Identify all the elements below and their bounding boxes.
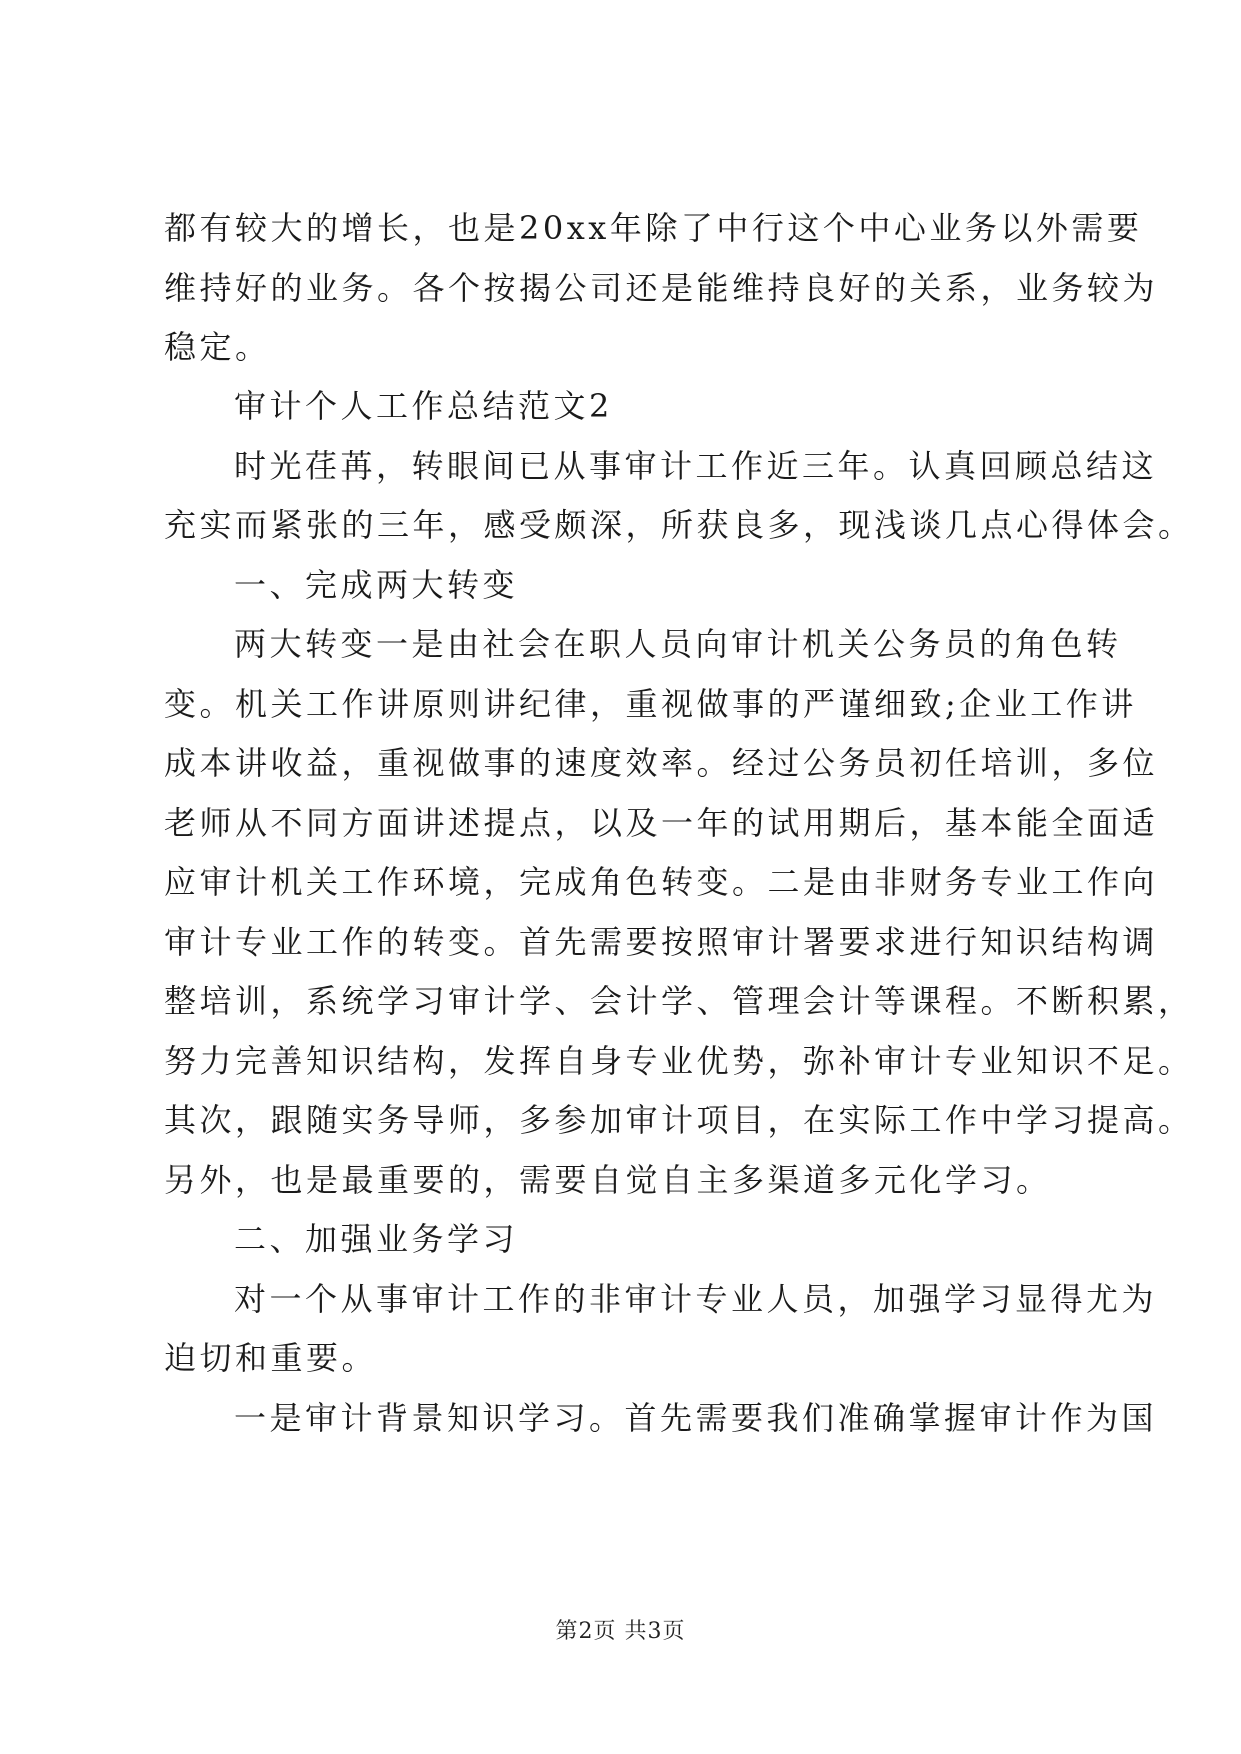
text-line: 都有较大的增长，也是20xx年除了中行这个中心业务以外需要: [164, 209, 1143, 247]
text-line: 对一个从事审计工作的非审计专业人员，加强学习显得尤为: [234, 1280, 1158, 1318]
section-heading: 二、加强业务学习: [234, 1220, 519, 1258]
text-line: 一是审计背景知识学习。首先需要我们准确掌握审计作为国: [234, 1399, 1158, 1437]
text-line: 变。机关工作讲原则讲纪律，重视做事的严谨细致;企业工作讲: [164, 685, 1137, 723]
section-heading: 一、完成两大转变: [234, 566, 519, 604]
text-line: 充实而紧张的三年，感受颇深，所获良多，现浅谈几点心得体会。: [164, 506, 1194, 544]
text-line: 维持好的业务。各个按揭公司还是能维持良好的关系，业务较为: [164, 269, 1159, 307]
section-heading: 审计个人工作总结范文2: [234, 387, 613, 425]
text-line: 整培训，系统学习审计学、会计学、管理会计等课程。不断积累，: [164, 982, 1194, 1020]
text-line: 审计专业工作的转变。首先需要按照审计署要求进行知识结构调: [164, 923, 1159, 961]
page-number-footer: 第2页 共3页: [555, 1619, 686, 1644]
text-line: 应审计机关工作环境，完成角色转变。二是由非财务专业工作向: [164, 863, 1159, 901]
text-line: 两大转变一是由社会在职人员向审计机关公务员的角色转: [234, 625, 1122, 663]
text-line: 稳定。: [164, 328, 271, 366]
text-line: 时光荏苒，转眼间已从事审计工作近三年。认真回顾总结这: [234, 447, 1158, 485]
text-line: 努力完善知识结构，发挥自身专业优势，弥补审计专业知识不足。: [164, 1042, 1194, 1080]
text-line: 老师从不同方面讲述提点，以及一年的试用期后，基本能全面适: [164, 804, 1159, 842]
text-line: 另外，也是最重要的，需要自觉自主多渠道多元化学习。: [164, 1161, 1052, 1199]
text-line: 成本讲收益，重视做事的速度效率。经过公务员初任培训，多位: [164, 744, 1159, 782]
text-line: 其次，跟随实务导师，多参加审计项目，在实际工作中学习提高。: [164, 1101, 1194, 1139]
text-line: 迫切和重要。: [164, 1339, 378, 1377]
